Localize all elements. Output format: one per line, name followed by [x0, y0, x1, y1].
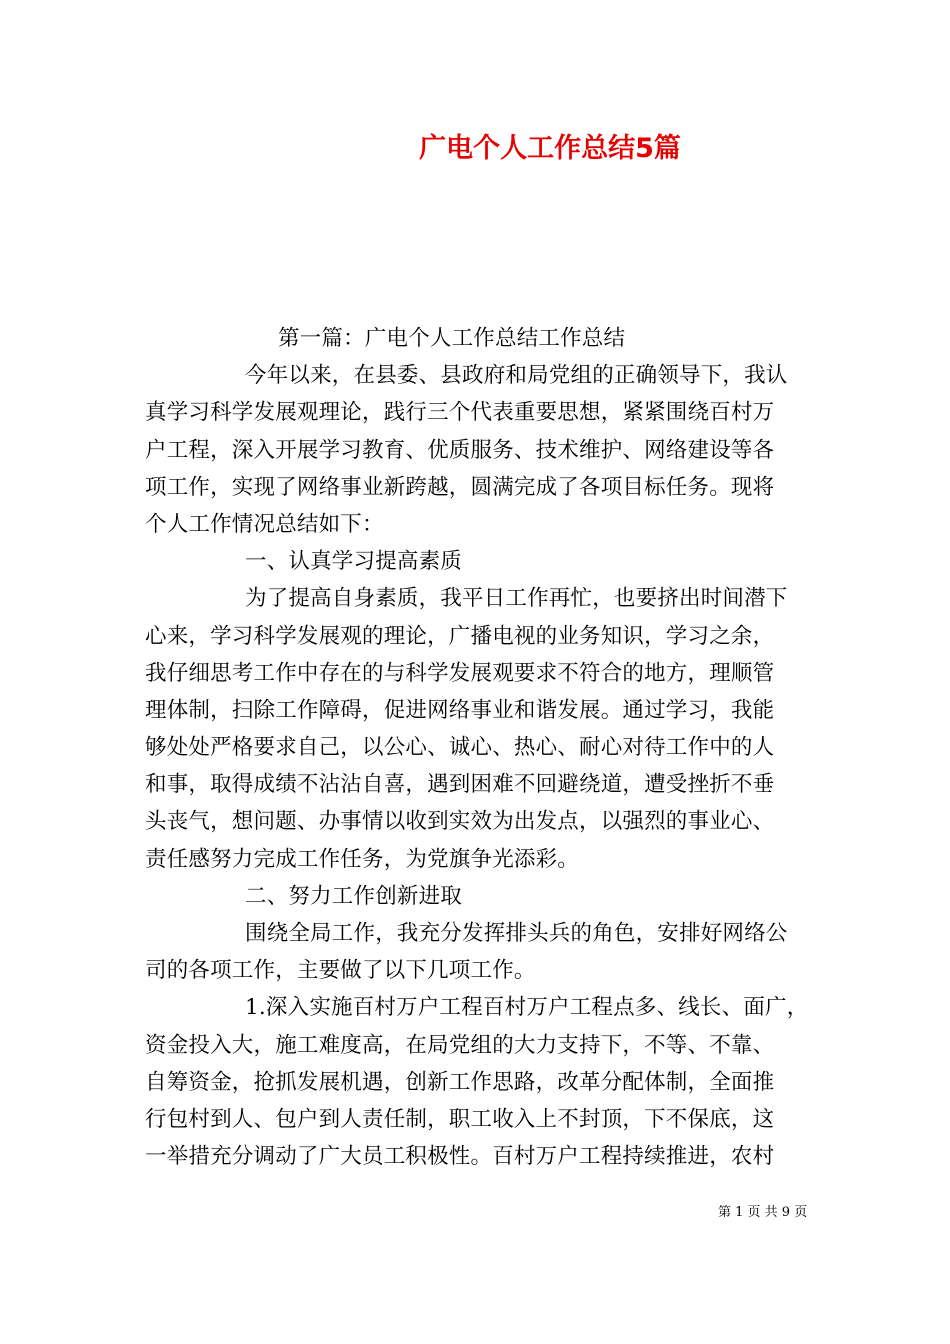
- paragraph-line: 心来，学习科学发展观的理论，广播电视的业务知识，学习之余，: [145, 623, 775, 649]
- paragraph-line: 头丧气，想问题、办事情以收到实效为出发点，以强烈的事业心、: [145, 809, 775, 835]
- paragraph-line: 责任感努力完成工作任务，为党旗争光添彩。: [145, 846, 580, 872]
- paragraph-line: 今年以来，在县委、县政府和局党组的正确领导下，我认: [245, 363, 788, 389]
- paragraph-line: 行包村到人、包户到人责任制，职工收入上不封顶，下不保底，这: [145, 1106, 775, 1132]
- paragraph-line: 户工程，深入开展学习教育、优质服务、技术维护、网络建设等各: [145, 437, 775, 463]
- paragraph-line: 和事，取得成绩不沾沾自喜，遇到困难不回避绕道，遭受挫折不垂: [145, 772, 775, 798]
- document-body: [145, 320, 825, 1175]
- subsection-heading: 一、认真学习提高素质: [245, 549, 463, 575]
- paragraph-line: 我仔细思考工作中存在的与科学发展观要求不符合的地方，理顺管: [145, 660, 775, 686]
- paragraph-line: 资金投入大，施工难度高，在局党组的大力支持下，不等、不靠、: [145, 1032, 775, 1058]
- paragraph-line: 一举措充分调动了广大员工积极性。百村万户工程持续推进，农村: [145, 1144, 775, 1170]
- document-title: 广电个人工作总结5篇: [419, 133, 681, 164]
- page-number: 第 1 页 共 9 页: [718, 1205, 808, 1220]
- paragraph-line: 司的各项工作，主要做了以下几项工作。: [145, 958, 536, 984]
- paragraph-line: 真学习科学发展观理论，践行三个代表重要思想，紧紧围绕百村万: [145, 400, 775, 426]
- paragraph-line: 个人工作情况总结如下：: [145, 511, 384, 537]
- paragraph-line: 为了提高自身素质，我平日工作再忙，也要挤出时间潜下: [245, 586, 788, 612]
- paragraph-line: 1.深入实施百村万户工程百村万户工程点多、线长、面广，: [245, 995, 809, 1021]
- section-heading: 第一篇：广电个人工作总结工作总结: [278, 326, 626, 351]
- paragraph-line: 项工作，实现了网络事业新跨越，圆满完成了各项目标任务。现将: [145, 474, 775, 500]
- paragraph-line: 自筹资金，抢抓发展机遇，创新工作思路，改革分配体制，全面推: [145, 1069, 775, 1095]
- paragraph-line: 围绕全局工作，我充分发挥排头兵的角色，安排好网络公: [245, 921, 788, 946]
- subsection-heading: 二、努力工作创新进取: [245, 883, 463, 909]
- paragraph-line: 够处处严格要求自己，以公心、诚心、热心、耐心对待工作中的人: [145, 735, 775, 761]
- paragraph-line: 理体制，扫除工作障碍，促进网络事业和谐发展。通过学习，我能: [145, 697, 775, 723]
